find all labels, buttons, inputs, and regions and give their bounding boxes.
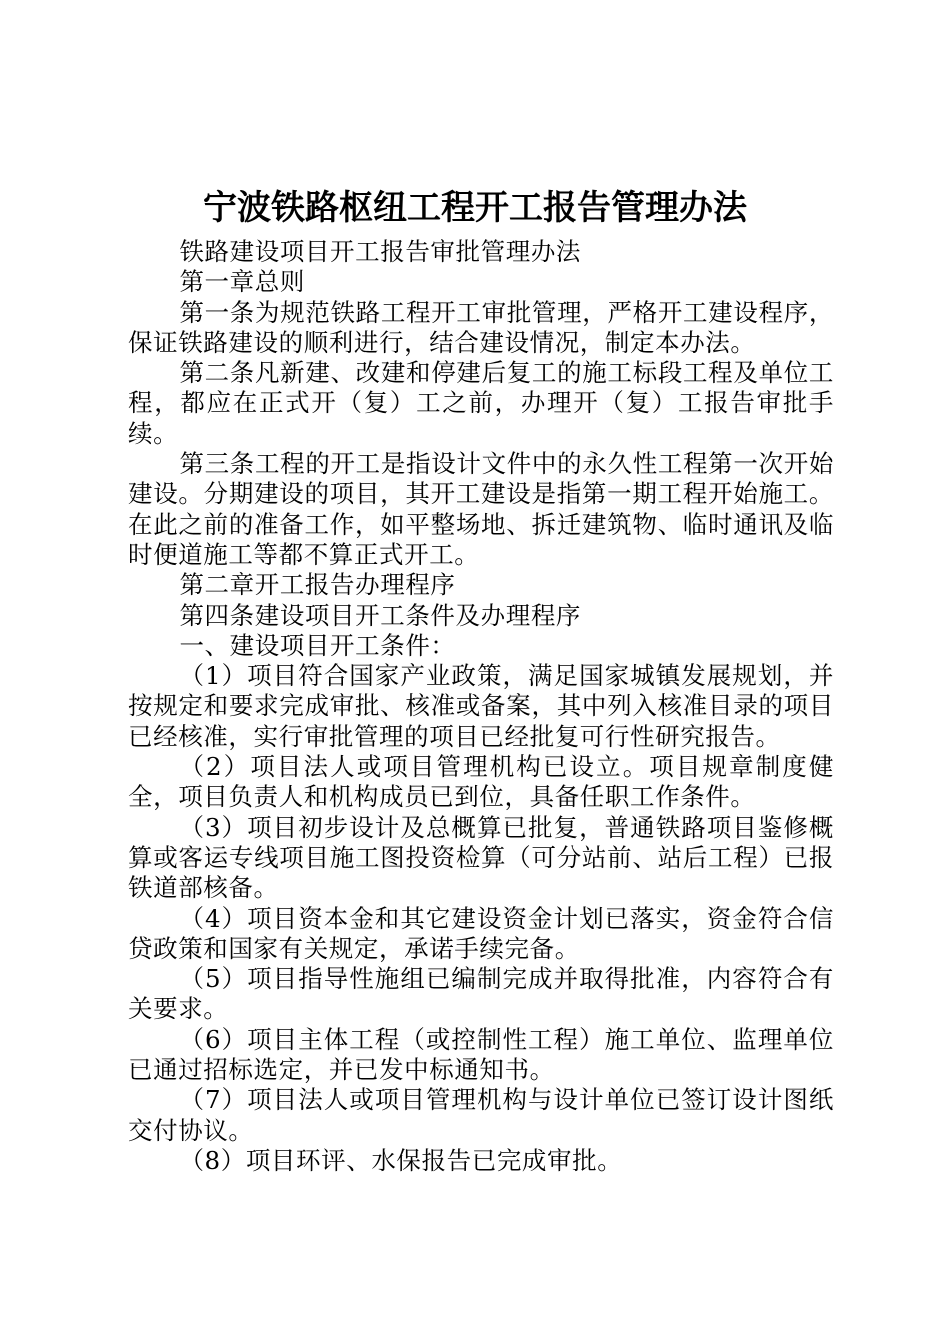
list-item: （6）项目主体工程（或控制性工程）施工单位、监理单位已通过招标选定，并已发中标通知书。 xyxy=(128,1024,834,1085)
list-item: （7）项目法人或项目管理机构与设计单位已签订设计图纸交付协议。 xyxy=(128,1085,834,1145)
paragraph: 一、建设项目开工条件： xyxy=(179,630,456,660)
paragraph: 铁路建设项目开工报告审批管理办法 xyxy=(179,237,582,266)
chapter-heading: 第一章总则 xyxy=(179,267,305,297)
list-item: （4）项目资本金和其它建设资金计划已落实，资金符合信贷政策和国家有关规定，承诺手续完备。 xyxy=(128,903,834,963)
paragraph: 第三条工程的开工是指设计文件中的永久性工程第一次开始建设。分期建设的项目，其开工建设是指第一期工程开始施工。在此之前的准备工作，如平整场地、拆迁建筑物、临时通讯及临时便道施工等都不算正式开工。 xyxy=(128,449,834,569)
list-item: （5）项目指导性施组已编制完成并取得批准，内容符合有关要求。 xyxy=(128,964,834,1024)
list-item: （1）项目符合国家产业政策，满足国家城镇发展规划，并按规定和要求完成审批、核准或备案，其中列入核准目录的项目已经核准，实行审批管理的项目已经批复可行性研究报告。 xyxy=(128,661,834,751)
paragraph: 第一条为规范铁路工程开工审批管理，严格开工建设程序，保证铁路建设的顺利进行，结合建设情况，制定本办法。 xyxy=(128,297,834,357)
chapter-heading: 第二章开工报告办理程序 xyxy=(179,570,456,600)
list-item: （3）项目初步设计及总概算已批复，普通铁路项目鉴修概算或客运专线项目施工图投资检算（可分站前、站后工程）已报铁道部核备。 xyxy=(128,812,834,903)
list-item: （8）项目环评、水保报告已完成审批。 xyxy=(179,1145,623,1175)
paragraph: 第二条凡新建、改建和停建后复工的施工标段工程及单位工程，都应在正式开（复）工之前，办理开（复）工报告审批手续。 xyxy=(128,358,834,448)
list-item: （2）项目法人或项目管理机构已设立。项目规章制度健全，项目负责人和机构成员已到位，具备任职工作条件。 xyxy=(128,752,834,812)
paragraph: 第四条建设项目开工条件及办理程序 xyxy=(179,600,582,630)
document-body xyxy=(128,237,834,1176)
document-title: 宁波铁路枢纽工程开工报告管理办法 xyxy=(203,188,747,228)
